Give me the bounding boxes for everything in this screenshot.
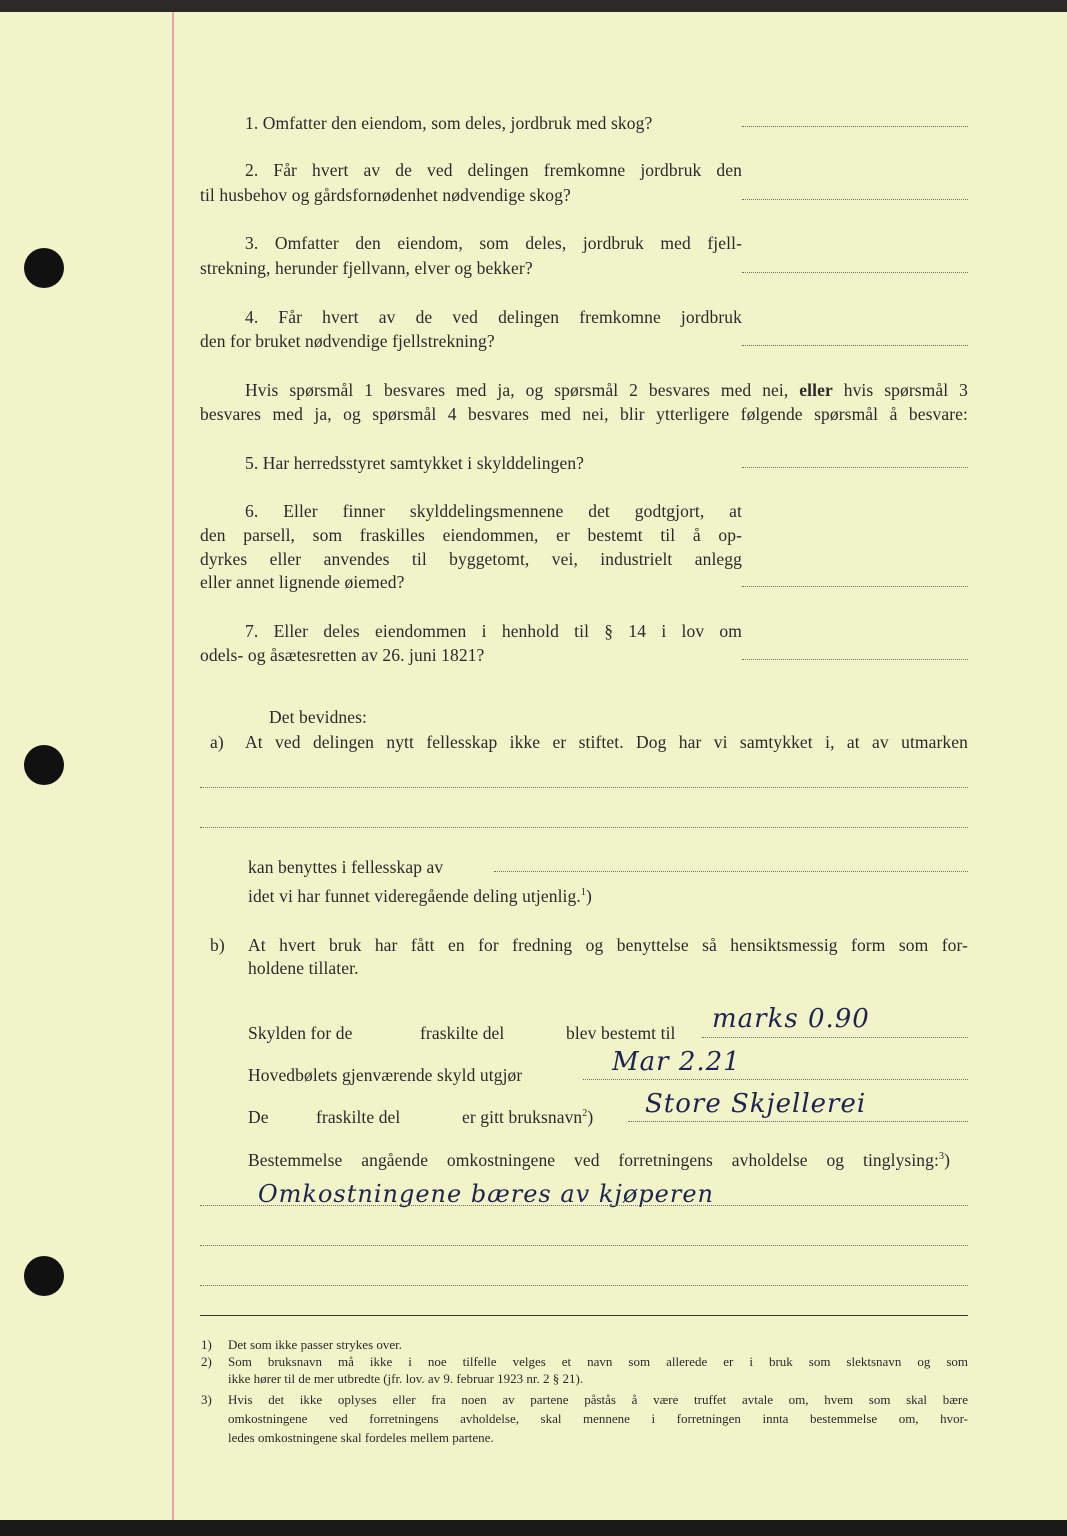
question-7-line-1: 7. Eller deles eiendommen i henhold til § 14 i lov om	[245, 621, 742, 641]
further-division-text: idet vi har funnet videregående deling utjenlig.$^1$)	[248, 886, 592, 906]
item-b-line-2: holdene tillater.	[248, 958, 359, 978]
footnote-3-line-2: omkostningene ved forretningens avholdelse, skal mennene i forretningen innta bestemmelse om, hvor-	[228, 1411, 968, 1426]
bruksnavn-label-3: er gitt bruksnavn$^2$)	[462, 1107, 594, 1127]
answer-line-1[interactable]	[742, 126, 968, 127]
cost-value-handwritten: Omkostningene bæres av kjøperen	[258, 1180, 715, 1208]
question-3-line-2: strekning, herunder fjellvann, elver og bekker?	[200, 258, 533, 278]
question-3-line-1: 3. Omfatter den eiendom, som deles, jordbruk med fjell-	[245, 233, 742, 253]
question-2-line-1: 2. Får hvert av de ved delingen fremkomne jordbruk den	[245, 160, 742, 180]
footnote-3-line-3: ledes omkostningene skal fordeles mellem partene.	[228, 1430, 494, 1445]
scan-border-top	[0, 0, 1067, 12]
scan-border-bottom	[0, 1520, 1067, 1536]
blank-line-a1[interactable]	[200, 787, 968, 788]
question-4-line-1: 4. Får hvert av de ved delingen fremkomne jordbruk	[245, 307, 742, 327]
cost-line-3[interactable]	[200, 1285, 968, 1286]
certification-heading: Det bevidnes:	[269, 707, 368, 727]
question-7-line-2: odels- og åsætesretten av 26. juni 1821?	[200, 645, 485, 665]
question-4-line-2: den for bruket nødvendige fjellstrekning?	[200, 331, 495, 351]
question-1: 1. Omfatter den eiendom, som deles, jordbruk med skog?	[245, 113, 653, 133]
hovedbol-label: Hovedbølets gjenværende skyld utgjør	[248, 1065, 523, 1085]
question-6-line-3: dyrkes eller anvendes til byggetomt, vei, industrielt anlegg	[200, 549, 742, 569]
answer-line-4[interactable]	[742, 345, 968, 346]
skyld-label-3: blev bestemt til	[566, 1023, 676, 1043]
conditional-instruction-line-2: besvares med ja, og spørsmål 4 besvares med nei, blir ytterligere følgende spørsmål å besvare:	[200, 404, 968, 424]
item-b-label: b)	[210, 935, 225, 955]
question-6-line-2: den parsell, som fraskilles eiendommen, er bestemt til å op-	[200, 525, 742, 545]
skyld-value-handwritten: marks 0.90	[712, 1004, 870, 1034]
footnote-2-line-2: ikke hører til de mer utbredte (jfr. lov. av 9. februar 1923 nr. 2 § 21).	[228, 1371, 584, 1386]
answer-line-6[interactable]	[742, 586, 968, 587]
item-a-text: At ved delingen nytt fellesskap ikke er stiftet. Dog har vi samtykket i, at av utmarken	[245, 732, 968, 752]
skyld-value-line[interactable]	[702, 1037, 968, 1038]
footnote-1-text: Det som ikke passer strykes over.	[228, 1337, 403, 1352]
bruksnavn-value-line[interactable]	[628, 1121, 968, 1122]
margin-line	[172, 12, 174, 1520]
item-b-line-1: At hvert bruk har fått en for fredning og benyttelse så hensiktsmessig form som for-	[248, 935, 968, 955]
footnote-2-mark: 2)	[201, 1354, 212, 1369]
cost-label: Bestemmelse angående omkostningene ved forretningens avholdelse og tinglysing:$^3$)	[248, 1150, 950, 1170]
bruksnavn-label-2: fraskilte del	[316, 1107, 401, 1127]
footnote-1-mark: 1)	[201, 1337, 212, 1352]
question-2-line-2: til husbehov og gårdsfornødenhet nødvendige skog?	[200, 185, 571, 205]
punch-hole-bottom	[24, 1256, 64, 1296]
blank-line-a2[interactable]	[200, 827, 968, 828]
bruksnavn-label-1: De	[248, 1107, 269, 1127]
footnote-3-mark: 3)	[201, 1392, 212, 1407]
punch-hole-top	[24, 248, 64, 288]
question-6-line-1: 6. Eller finner skylddelingsmennene det godtgjort, at	[245, 501, 742, 521]
answer-line-2[interactable]	[742, 199, 968, 200]
question-5: 5. Har herredsstyret samtykket i skylddelingen?	[245, 453, 585, 473]
common-use-label: kan benyttes i fellesskap av	[248, 857, 444, 877]
hovedbol-value-line[interactable]	[583, 1079, 968, 1080]
footnote-3-line-1: Hvis det ikke oplyses eller fra noen av partene påstås å være truffet avtale om, hvem som skal bære	[228, 1392, 968, 1407]
skyld-label-1: Skylden for de	[248, 1023, 353, 1043]
punch-hole-middle	[24, 745, 64, 785]
cost-line-2[interactable]	[200, 1245, 968, 1246]
answer-line-5[interactable]	[742, 467, 968, 468]
question-6-line-4: eller annet lignende øiemed?	[200, 572, 405, 592]
common-use-line[interactable]	[494, 871, 968, 872]
footnote-rule	[200, 1315, 968, 1316]
item-a-label: a)	[210, 732, 224, 752]
footnote-2-line-1: Som bruksnavn må ikke i noe tilfelle velges et navn som allerede er i bruk som slektsnavn og som	[228, 1354, 968, 1369]
cost-line-1[interactable]	[200, 1205, 968, 1206]
conditional-instruction-line-1: Hvis spørsmål 1 besvares med ja, og spørsmål 2 besvares med nei, eller hvis spørsmål 3	[245, 380, 968, 400]
bruksnavn-value-handwritten: Store Skjellerei	[645, 1089, 867, 1119]
answer-line-7[interactable]	[742, 659, 968, 660]
skyld-label-2: fraskilte del	[420, 1023, 505, 1043]
hovedbol-value-handwritten: Mar 2.21	[612, 1047, 741, 1077]
answer-line-3[interactable]	[742, 272, 968, 273]
